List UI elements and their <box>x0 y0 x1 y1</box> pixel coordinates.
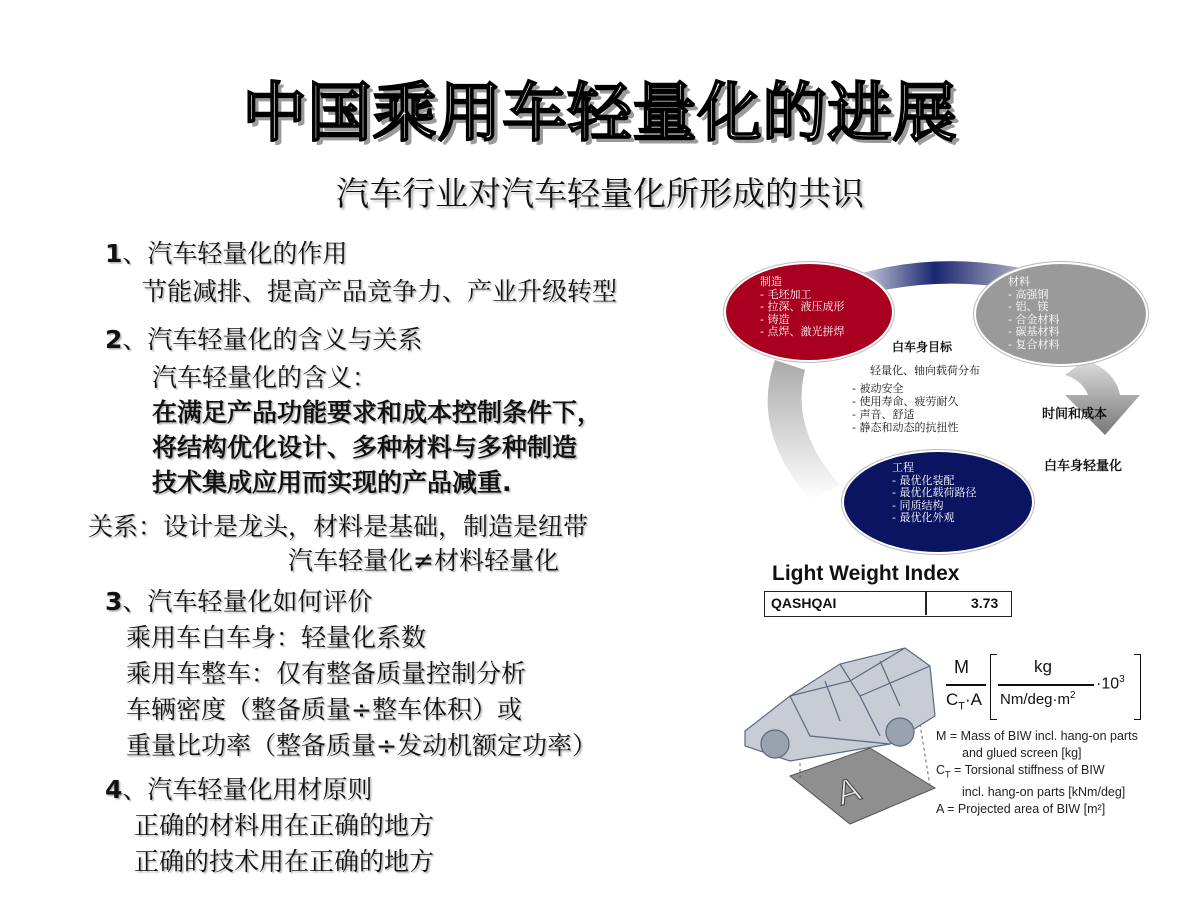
materials-text: 材料 - 高强钢 - 铝、镁 - 合金材料 - 碳基材料 - 复合材料 <box>1008 275 1060 351</box>
projected-area-plate <box>790 748 935 824</box>
section-4-line: 正确的材料用在正确的地方 <box>134 811 435 840</box>
section-3-heading: 3、汽车轻量化如何评价 <box>105 587 373 616</box>
section-4-heading: 4、汽车轻量化用材原则 <box>105 775 373 804</box>
car-body-illustration <box>730 636 940 836</box>
section-2-line: 技术集成应用而实现的产品减重. <box>152 468 512 497</box>
formula-legend: M = Mass of BIW incl. hang-on parts and glued screen [kg] $C_T$ = Torsional stiffness of BIW incl. hang-on parts [kNm/deg] A = Projected area of BIW [m²] <box>936 729 1138 816</box>
manufacturing-text: 制造 - 毛坯加工 - 拉深、液压成形 - 铸造 - 点焊、激光拼焊 <box>760 275 845 338</box>
formula-mass: M <box>954 657 969 677</box>
formula-fraction-bar <box>946 684 986 686</box>
formula-unit: $Nm/deg\cdot m^2$ <box>1000 690 1076 708</box>
biw-lightweight-label: 白车身轻量化 <box>1044 459 1123 474</box>
section-1-body: 节能减排、提高产品竞争力、产业升级转型 <box>142 277 618 306</box>
relation-text: 关系：设计是龙头，材料是基础，制造是纽带 <box>88 512 589 541</box>
lwi-value: 3.73 <box>971 595 999 611</box>
engineering-text: 工程 - 最优化装配 - 最优化载荷路径 - 同质结构 - 最优化外观 <box>892 461 977 524</box>
section-4-line: 正确的技术用在正确的地方 <box>134 847 435 876</box>
section-3-line: 乘用车整车：仅有整备质量控制分析 <box>126 659 527 688</box>
materials-ellipse <box>974 262 1148 366</box>
section-3-line: 乘用车白车身：轻量化系数 <box>126 623 427 652</box>
page-subtitle: 汽车行业对汽车轻量化所形成的共识 <box>336 174 864 213</box>
formula-bracket-left <box>990 654 997 720</box>
section-3-line: 重量比功率（整备质量÷发动机额定功率） <box>126 731 597 760</box>
section-2-line: 将结构优化设计、多种材料与多种制造 <box>152 433 578 462</box>
section-2-heading: 2、汽车轻量化的含义与关系 <box>105 325 423 354</box>
formula-bracket-right <box>1134 654 1141 720</box>
projected-area-stamp: A <box>831 769 866 814</box>
lwi-title: Light Weight Index <box>772 562 960 585</box>
section-3-line: 车辆密度（整备质量÷整车体积）或 <box>126 695 522 724</box>
section-2-line: 汽车轻量化的含义： <box>152 363 378 392</box>
formula-denominator: $C_T\cdot A$ <box>946 690 983 713</box>
lwi-table <box>764 591 1012 617</box>
biw-target-items: - 被动安全 - 使用寿命、疲劳耐久 - 声音、舒适 - 静态和动态的抗扭性 <box>852 382 959 434</box>
page-title: 中国乘用车轻量化的进展 <box>242 77 958 151</box>
lwi-divider <box>925 592 927 615</box>
biw-target-subtitle: 轻量化、轴向载荷分布 <box>870 364 980 377</box>
lwi-model: QASHQAI <box>771 595 837 611</box>
biw-frame <box>745 648 935 761</box>
formula-kg: kg <box>1034 657 1052 676</box>
inequality-text: 汽车轻量化≠材料轻量化 <box>288 546 559 575</box>
lightweight-formula <box>946 654 1146 724</box>
left-arc <box>768 360 840 500</box>
right-arrow <box>1065 360 1140 435</box>
time-cost-label: 时间和成本 <box>1042 407 1108 422</box>
formula-unit-bar <box>998 684 1094 686</box>
section-2-line: 在满足产品功能要求和成本控制条件下， <box>152 398 603 427</box>
formula-factor: $\cdot 10^3$ <box>1096 674 1125 693</box>
biw-target-title: 白车身目标 <box>892 340 953 354</box>
section-1-heading: 1、汽车轻量化的作用 <box>105 239 348 268</box>
